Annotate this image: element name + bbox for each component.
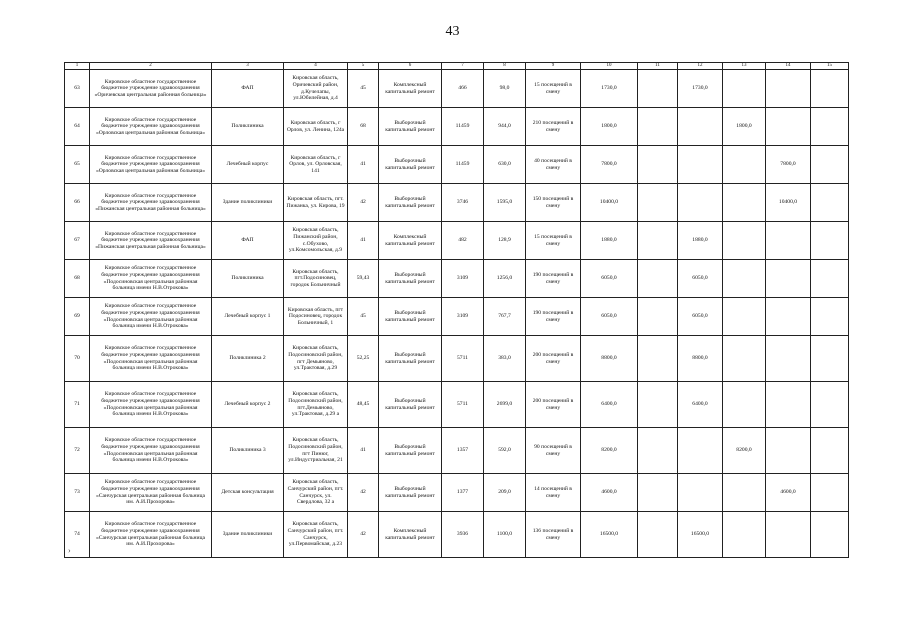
column-7-cell: 1357 [442,428,484,474]
column-10-cell: 8200,0 [581,428,638,474]
column-number: 4 [284,63,348,70]
column-14-cell: 7800,0 [766,146,811,184]
column-13-cell [723,382,766,428]
row-number-cell: 74 [65,512,90,558]
column-12-cell: 16500,0 [678,512,723,558]
column-13-cell [723,260,766,298]
capacity-cell: 210 посещений в смену [526,108,581,146]
object-cell: Лечебный корпус 2 [212,382,284,428]
column-5-cell: 68 [348,108,379,146]
column-8-cell: 1595,0 [484,184,526,222]
column-14-cell [766,382,811,428]
organization-cell: Кировское областное государственное бюджетное учреждение здравоохранения «Пижанская центральная районная больница» [90,184,212,222]
column-13-cell [723,298,766,336]
table-row [65,382,849,428]
organization-cell: Кировское областное государственное бюджетное учреждение здравоохранения «Оричевская центральная районная больница» [90,70,212,108]
row-number-cell: 73 [65,474,90,512]
capacity-cell: 200 посещений в смену [526,336,581,382]
work-type-cell: Выборочный капитальный ремонт [379,298,442,336]
column-5-cell: 42 [348,512,379,558]
column-14-cell: 10400,0 [766,184,811,222]
column-8-cell: 767,7 [484,298,526,336]
column-5-cell: 59,43 [348,260,379,298]
address-cell: Кировская область, Санчурский район, пгт. Санчурск, ул. Свердлова, 32 а [284,474,348,512]
capacity-cell: 136 посещений в смену [526,512,581,558]
page-number: 43 [445,24,460,39]
organization-cell: Кировское областное государственное бюджетное учреждение здравоохранения «Орловская центральная районная больница» [90,108,212,146]
column-8-cell: 1100,0 [484,512,526,558]
column-11-cell [638,222,678,260]
column-15-cell [811,382,849,428]
column-14-cell [766,108,811,146]
column-number: 1 [65,63,90,70]
column-10-cell: 1800,0 [581,108,638,146]
column-7-cell: 482 [442,222,484,260]
column-14-cell [766,298,811,336]
column-15-cell [811,260,849,298]
column-15-cell [811,336,849,382]
column-11-cell [638,108,678,146]
column-number: 13 [723,63,766,70]
column-10-cell: 8800,0 [581,336,638,382]
column-number: 2 [90,63,212,70]
work-type-cell: Выборочный капитальный ремонт [379,428,442,474]
table-row [65,146,849,184]
column-7-cell: 11459 [442,108,484,146]
column-10-cell: 6050,0 [581,298,638,336]
column-11-cell [638,184,678,222]
work-type-cell: Выборочный капитальный ремонт [379,184,442,222]
column-11-cell [638,336,678,382]
work-type-cell: Комплексный капитальный ремонт [379,70,442,108]
column-11-cell [638,474,678,512]
capacity-cell: 190 посещений в смену [526,298,581,336]
row-number-cell: 68 [65,260,90,298]
work-type-cell: Выборочный капитальный ремонт [379,146,442,184]
column-14-cell [766,70,811,108]
row-number-cell: 64 [65,108,90,146]
margin-mark: › [68,546,71,555]
capacity-cell: 150 посещений в смену [526,184,581,222]
table-row [65,222,849,260]
address-cell: Кировская область, Санчурский район, пгт. Санчурск, ул.Первомайская, д.23 [284,512,348,558]
column-12-cell [678,428,723,474]
row-number-cell: 67 [65,222,90,260]
column-5-cell: 48,45 [348,382,379,428]
capacity-cell: 190 посещений в смену [526,260,581,298]
row-number-cell: 65 [65,146,90,184]
column-13-cell [723,146,766,184]
column-13-cell [723,336,766,382]
organization-cell: Кировское областное государственное бюджетное учреждение здравоохранения «Подосиновская центральная районная больница имени Н.В.Отрокова» [90,382,212,428]
column-8-cell: 592,0 [484,428,526,474]
column-8-cell: 98,0 [484,70,526,108]
column-13-cell: 1800,0 [723,108,766,146]
capacity-cell: 14 посещений в смену [526,474,581,512]
work-type-cell: Выборочный капитальный ремонт [379,382,442,428]
column-13-cell: 8200,0 [723,428,766,474]
table-row [65,512,849,558]
address-cell: Кировская область, Подосиновский район, пгт Демьяново, ул.Трактовая, д.29 [284,336,348,382]
row-number-cell: 70 [65,336,90,382]
address-cell: Кировская область, пгт Подосиновец, городок Больничный, 1 [284,298,348,336]
column-10-cell: 10400,0 [581,184,638,222]
column-13-cell [723,474,766,512]
column-12-cell [678,184,723,222]
row-number-cell: 63 [65,70,90,108]
object-cell: Лечебный корпус 1 [212,298,284,336]
object-cell: Поликлиника [212,260,284,298]
column-10-cell: 6050,0 [581,260,638,298]
column-12-cell: 6050,0 [678,298,723,336]
column-10-cell: 7800,0 [581,146,638,184]
column-11-cell [638,260,678,298]
address-cell: Кировская область, Оричевский район, д.Кучелапы, ул.Юбилейная, д.4 [284,70,348,108]
column-12-cell: 1730,0 [678,70,723,108]
work-type-cell: Выборочный капитальный ремонт [379,474,442,512]
table-row [65,298,849,336]
work-type-cell: Выборочный капитальный ремонт [379,336,442,382]
column-14-cell [766,428,811,474]
column-11-cell [638,70,678,108]
organization-cell: Кировское областное государственное бюджетное учреждение здравоохранения «Пижанская центральная районная больница» [90,222,212,260]
column-5-cell: 42 [348,474,379,512]
column-14-cell [766,336,811,382]
column-number: 12 [678,63,723,70]
column-15-cell [811,512,849,558]
column-number: 8 [484,63,526,70]
column-15-cell [811,298,849,336]
object-cell: ФАП [212,70,284,108]
column-8-cell: 128,9 [484,222,526,260]
column-15-cell [811,184,849,222]
column-10-cell: 1730,0 [581,70,638,108]
address-cell: Кировская область, Пижанский район, с.Обухово, ул.Комсомольская, д.9 [284,222,348,260]
address-cell: Кировская область, г Орлов, ул. Орловская, 141 [284,146,348,184]
column-13-cell [723,184,766,222]
object-cell: Поликлиника [212,108,284,146]
work-type-cell: Выборочный капитальный ремонт [379,108,442,146]
column-12-cell: 6400,0 [678,382,723,428]
column-15-cell [811,70,849,108]
column-15-cell [811,222,849,260]
row-number-cell: 66 [65,184,90,222]
organization-cell: Кировское областное государственное бюджетное учреждение здравоохранения «Санчурская центральная районная больница им. А.И.Прохорова» [90,474,212,512]
object-cell: Поликлиника 3 [212,428,284,474]
address-cell: Кировская область, г Орлов, ул. Ленина, 124а [284,108,348,146]
column-5-cell: 45 [348,70,379,108]
column-14-cell [766,512,811,558]
column-8-cell: 944,0 [484,108,526,146]
column-12-cell [678,108,723,146]
column-number: 7 [442,63,484,70]
capacity-cell: 200 посещений в смену [526,382,581,428]
address-cell: Кировская область, пгт. Пижанка, ул. Кирова, 19 [284,184,348,222]
row-number-cell: 69 [65,298,90,336]
row-number-cell: 71 [65,382,90,428]
column-15-cell [811,474,849,512]
work-type-cell: Комплексный капитальный ремонт [379,222,442,260]
column-12-cell: 6050,0 [678,260,723,298]
column-12-cell: 1880,0 [678,222,723,260]
column-7-cell: 3746 [442,184,484,222]
object-cell: Здание поликлиники [212,512,284,558]
object-cell: Лечебный корпус [212,146,284,184]
column-10-cell: 16500,0 [581,512,638,558]
table-row [65,184,849,222]
address-cell: Кировская область, Подосиновский район, пгт.Демьяново, ул.Трактовая, д.29 а [284,382,348,428]
column-7-cell: 1377 [442,474,484,512]
row-number-cell: 72 [65,428,90,474]
column-7-cell: 5711 [442,336,484,382]
column-number: 5 [348,63,379,70]
column-7-cell: 11459 [442,146,484,184]
capacity-cell: 15 посещений в смену [526,222,581,260]
column-8-cell: 209,0 [484,474,526,512]
column-10-cell: 6400,0 [581,382,638,428]
column-number-row [65,63,849,70]
table-row [65,70,849,108]
column-number: 14 [766,63,811,70]
organization-cell: Кировское областное государственное бюджетное учреждение здравоохранения «Санчурская центральная районная больница им. А.И.Прохорова» [90,512,212,558]
column-15-cell [811,428,849,474]
table-row [65,474,849,512]
work-type-cell: Комплексный капитальный ремонт [379,512,442,558]
column-11-cell [638,428,678,474]
table-row [65,336,849,382]
column-13-cell [723,512,766,558]
column-5-cell: 41 [348,222,379,260]
column-number: 6 [379,63,442,70]
column-5-cell: 52,25 [348,336,379,382]
column-12-cell [678,474,723,512]
column-8-cell: 630,0 [484,146,526,184]
column-15-cell [811,146,849,184]
column-7-cell: 5711 [442,382,484,428]
object-cell: Здание поликлиники [212,184,284,222]
column-12-cell [678,146,723,184]
column-5-cell: 41 [348,146,379,184]
column-7-cell: 3109 [442,298,484,336]
table-row [65,428,849,474]
column-5-cell: 42 [348,184,379,222]
address-cell: Кировская область, пгт.Подосиновец, городок Больничный [284,260,348,298]
column-11-cell [638,382,678,428]
column-13-cell [723,222,766,260]
table-row [65,108,849,146]
column-12-cell: 8800,0 [678,336,723,382]
column-10-cell: 1880,0 [581,222,638,260]
capacity-cell: 40 посещений в смену [526,146,581,184]
column-number: 3 [212,63,284,70]
column-13-cell [723,70,766,108]
column-10-cell: 4600,0 [581,474,638,512]
work-type-cell: Выборочный капитальный ремонт [379,260,442,298]
repair-program-table [64,62,849,558]
column-11-cell [638,512,678,558]
organization-cell: Кировское областное государственное бюджетное учреждение здравоохранения «Подосиновская центральная районная больница имени Н.В.Отрокова» [90,260,212,298]
capacity-cell: 90 посещений в смену [526,428,581,474]
column-7-cell: 466 [442,70,484,108]
column-number: 15 [811,63,849,70]
column-14-cell: 4600,0 [766,474,811,512]
column-15-cell [811,108,849,146]
column-number: 10 [581,63,638,70]
column-8-cell: 383,0 [484,336,526,382]
column-7-cell: 3109 [442,260,484,298]
address-cell: Кировская область, Подосиновский район, пгт Пинюг, ул.Индустриальная, 21 [284,428,348,474]
organization-cell: Кировское областное государственное бюджетное учреждение здравоохранения «Орловская центральная районная больница» [90,146,212,184]
column-8-cell: 2699,0 [484,382,526,428]
column-5-cell: 45 [348,298,379,336]
column-number: 11 [638,63,678,70]
organization-cell: Кировское областное государственное бюджетное учреждение здравоохранения «Подосиновская центральная районная больница имени Н.В.Отрокова» [90,298,212,336]
organization-cell: Кировское областное государственное бюджетное учреждение здравоохранения «Подосиновская центральная районная больница имени Н.В.Отрокова» [90,428,212,474]
object-cell: Детская консультация [212,474,284,512]
column-5-cell: 41 [348,428,379,474]
capacity-cell: 15 посещений в смену [526,70,581,108]
column-8-cell: 1256,0 [484,260,526,298]
column-11-cell [638,146,678,184]
column-11-cell [638,298,678,336]
column-number: 9 [526,63,581,70]
column-7-cell: 3936 [442,512,484,558]
object-cell: Поликлиника 2 [212,336,284,382]
column-14-cell [766,260,811,298]
object-cell: ФАП [212,222,284,260]
column-14-cell [766,222,811,260]
organization-cell: Кировское областное государственное бюджетное учреждение здравоохранения «Подосиновская центральная районная больница имени Н.В.Отрокова» [90,336,212,382]
table-row [65,260,849,298]
